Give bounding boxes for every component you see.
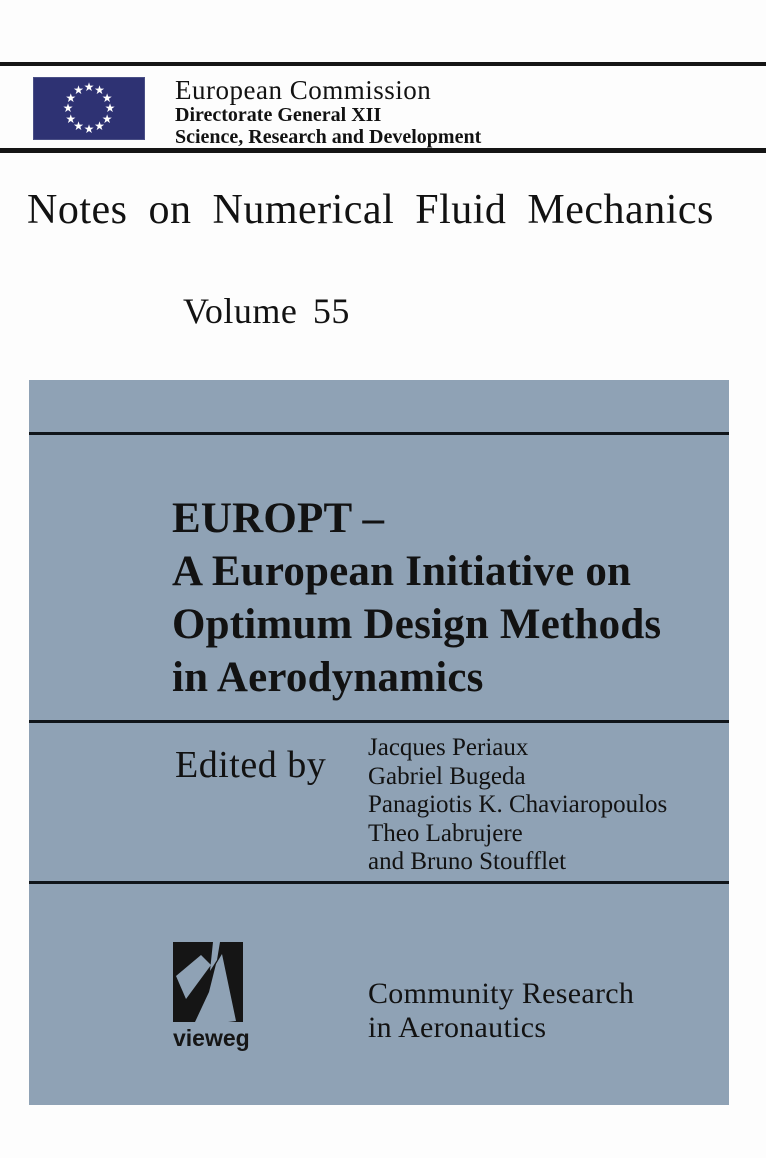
commission-header bbox=[175, 76, 481, 148]
eu-star-icon: ★ bbox=[73, 82, 84, 97]
eu-star-icon: ★ bbox=[62, 101, 74, 115]
top-rule-divider bbox=[0, 62, 766, 66]
editor-name: Panagiotis K. Chaviaropoulos bbox=[368, 791, 668, 818]
publisher-wordmark: vieweg bbox=[173, 1025, 250, 1051]
vieweg-logo-icon bbox=[173, 942, 253, 1052]
department-name: Science, Research and Development bbox=[175, 126, 482, 148]
agency-name: European Commission bbox=[175, 75, 432, 105]
panel-rule-bottom bbox=[29, 881, 729, 884]
program-line: Community Research bbox=[368, 977, 635, 1010]
eu-star-icon: ★ bbox=[65, 90, 77, 105]
eu-flag-icon bbox=[33, 77, 145, 140]
eu-star-icon: ★ bbox=[65, 111, 77, 126]
editors-list bbox=[368, 734, 667, 877]
eu-star-icon: ★ bbox=[101, 111, 113, 126]
eu-star-icon: ★ bbox=[94, 82, 105, 97]
vieweg-v-glyph bbox=[173, 942, 243, 1022]
eu-star-icon: ★ bbox=[94, 119, 105, 134]
editor-name: Gabriel Bugeda bbox=[368, 762, 526, 790]
directorate-name: Directorate General XII bbox=[175, 104, 382, 126]
eu-star-icon: ★ bbox=[83, 80, 95, 94]
cover-panel bbox=[29, 380, 729, 1105]
book-title-line: A European Initiative on bbox=[172, 548, 632, 595]
eu-star-icon: ★ bbox=[83, 122, 95, 136]
edited-by-label: Edited by bbox=[175, 744, 327, 786]
book-title-line: Optimum Design Methods bbox=[172, 601, 662, 648]
eu-star-icon: ★ bbox=[101, 90, 113, 105]
book-title-line: EUROPT – bbox=[172, 495, 385, 542]
book-title-line: in Aerodynamics bbox=[172, 654, 484, 701]
editor-name: Jacques Periaux bbox=[368, 734, 529, 761]
header-rule-divider bbox=[0, 148, 766, 153]
series-volume: Volume 55 bbox=[183, 291, 350, 331]
panel-rule-middle bbox=[29, 720, 729, 723]
eu-star-icon: ★ bbox=[73, 119, 84, 134]
program-line: in Aeronautics bbox=[368, 1011, 547, 1044]
book-title bbox=[172, 492, 717, 704]
program-label bbox=[368, 977, 634, 1045]
editor-name: Theo Labrujere bbox=[368, 819, 523, 847]
eu-star-icon: ★ bbox=[104, 101, 116, 115]
editor-name: and Bruno Stoufflet bbox=[368, 848, 567, 875]
panel-rule-top bbox=[29, 432, 729, 435]
series-title: Notes on Numerical Fluid Mechanics bbox=[27, 187, 714, 233]
